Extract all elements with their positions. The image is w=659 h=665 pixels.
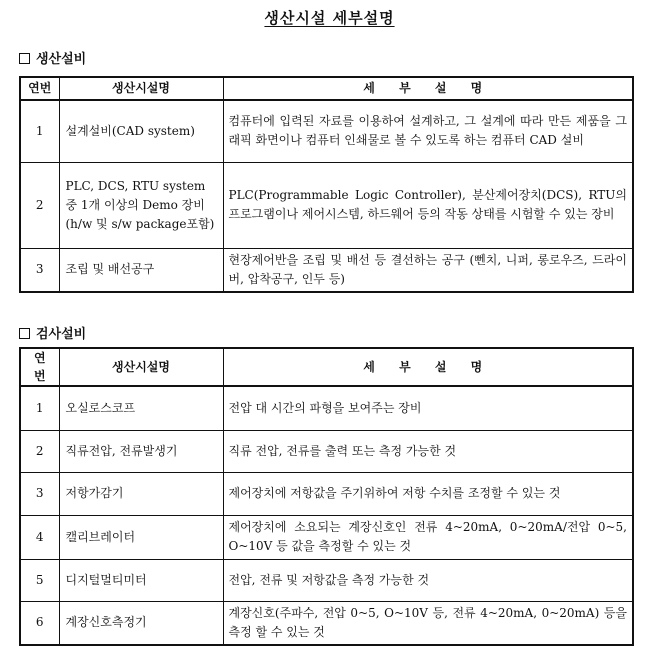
equipment-description: PLC(Programmable Logic Controller), 분산제어장치(DCS), RTU의 프로그램이나 제어시스템, 하드웨어 등의 작동 상태를 시험할 수 있는 장비 — [223, 162, 633, 248]
equipment-description: 제어장치에 소요되는 계장신호인 전류 4~20mA, 0~20mA/전압 0~5, O~10V 등 값을 측정할 수 있는 것 — [223, 515, 633, 559]
equipment-name: 계장신호측정기 — [59, 601, 223, 645]
column-header-no: 연번 — [20, 77, 59, 100]
page-title: 생산시설 세부설명 — [264, 9, 395, 27]
table-row — [20, 100, 633, 162]
equipment-name: 설계설비(CAD system) — [59, 100, 223, 162]
table-row — [20, 248, 633, 292]
table-row — [20, 386, 633, 430]
table-row — [20, 515, 633, 559]
production-equipment-table — [19, 76, 634, 293]
row-number: 6 — [20, 601, 59, 645]
equipment-description: 제어장치에 저항값을 주기위하여 저항 수치를 조정할 수 있는 것 — [223, 472, 633, 515]
equipment-name: 직류전압, 전류발생기 — [59, 430, 223, 472]
row-number: 1 — [20, 100, 59, 162]
square-bullet-icon — [19, 328, 30, 339]
row-number: 1 — [20, 386, 59, 430]
row-number: 3 — [20, 248, 59, 292]
section-heading-production: 생산설비 — [19, 48, 86, 67]
equipment-name: 디지털멀티미터 — [59, 559, 223, 601]
table-row — [20, 559, 633, 601]
column-header-desc: 세 부 설 명 — [223, 348, 633, 386]
column-header-name: 생산시설명 — [59, 348, 223, 386]
equipment-description: 직류 전압, 전류를 출력 또는 측정 가능한 것 — [223, 430, 633, 472]
table-header-row — [20, 77, 633, 100]
table-row — [20, 472, 633, 515]
row-number: 2 — [20, 430, 59, 472]
equipment-description: 전압 대 시간의 파형을 보여주는 장비 — [223, 386, 633, 430]
inspection-equipment-table — [19, 347, 634, 646]
equipment-description: 전압, 전류 및 저항값을 측정 가능한 것 — [223, 559, 633, 601]
row-number: 2 — [20, 162, 59, 248]
section-heading-inspection: 검사설비 — [19, 323, 86, 342]
equipment-name: PLC, DCS, RTU system 중 1개 이상의 Demo 장비(h/w 및 s/w package포함) — [59, 162, 223, 248]
column-header-desc: 세 부 설 명 — [223, 77, 633, 100]
equipment-name: 조립 및 배선공구 — [59, 248, 223, 292]
square-bullet-icon — [19, 53, 30, 64]
table-row — [20, 162, 633, 248]
equipment-name: 캘리브레이터 — [59, 515, 223, 559]
equipment-description: 현장제어반을 조립 및 배선 등 결선하는 공구 (뻰치, 니퍼, 롱로우즈, 드라이버, 압착공구, 인두 등) — [223, 248, 633, 292]
row-number: 5 — [20, 559, 59, 601]
column-header-name: 생산시설명 — [59, 77, 223, 100]
table-row — [20, 430, 633, 472]
table-header-row — [20, 348, 633, 386]
equipment-description: 컴퓨터에 입력된 자료를 이용하여 설계하고, 그 설계에 따라 만든 제품을 그래픽 화면이나 컴퓨터 인쇄물로 볼 수 있도록 하는 컴퓨터 CAD 설비 — [223, 100, 633, 162]
row-number: 3 — [20, 472, 59, 515]
equipment-name: 오실로스코프 — [59, 386, 223, 430]
row-number: 4 — [20, 515, 59, 559]
column-header-no: 연번 — [20, 348, 59, 386]
equipment-description: 계장신호(주파수, 전압 0~5, O~10V 등, 전류 4~20mA, 0~20mA) 등을 측정 할 수 있는 것 — [223, 601, 633, 645]
equipment-name: 저항가감기 — [59, 472, 223, 515]
table-row — [20, 601, 633, 645]
